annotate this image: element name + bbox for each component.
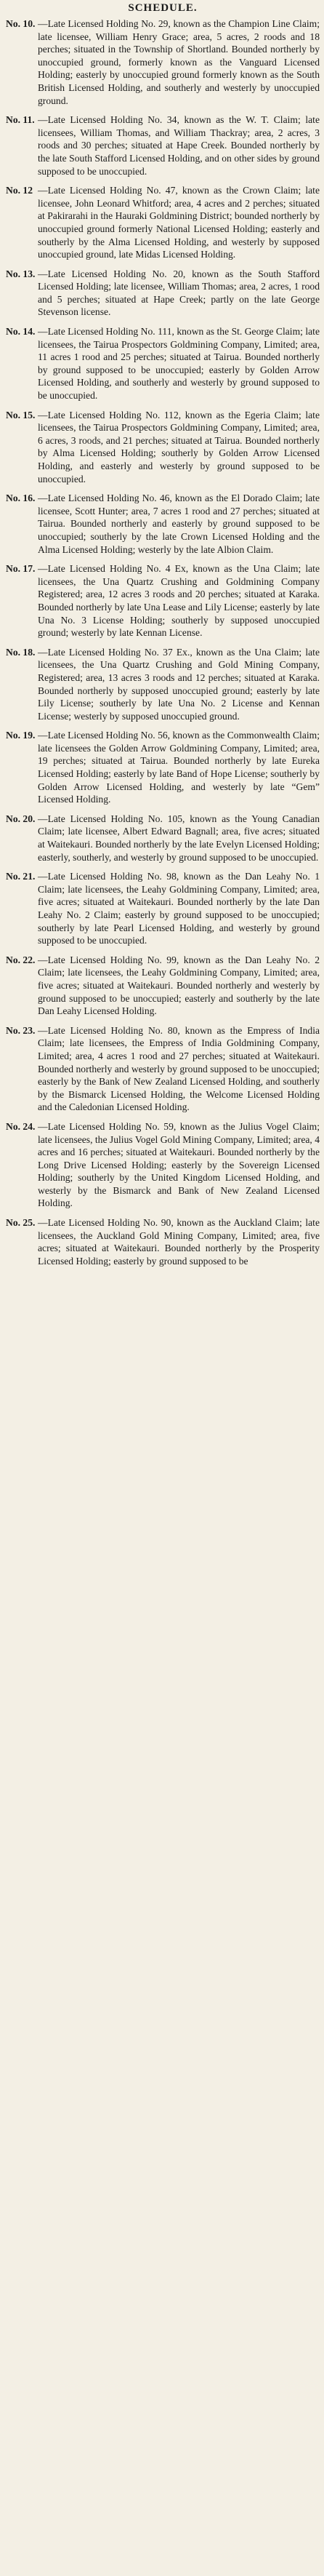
schedule-entry xyxy=(6,1216,320,1267)
entry-text: —Late Licensed Holding No. 90, known as the Auckland Claim; late licensees, the Auckland Gold Mining Company, Limited; area, five acres; situated at Waitekauri. Bounded northerly by the Prosperity Licensed Holding; easterly by ground supposed to be xyxy=(38,1217,320,1267)
entry-text: —Late Licensed Holding No. 105, known as the Young Canadian Claim; late licensee, Albert Edward Bagnall; area, five acres; situated at Waitekauri. Bounded northerly by the late Evelyn Licensed Holding; easterly, southerly, and westerly by ground supposed to be unoccupied. xyxy=(38,813,320,863)
entry-text: —Late Licensed Holding No. 20, known as the South Stafford Licensed Holding; late licensee, William Thomas; area, 2 acres, 1 rood and 5 perches; situated at Hape Creek; partly on the late George Stevenson license. xyxy=(38,268,320,318)
entry-text: —Late Licensed Holding No. 56, known as the Commonwealth Claim; late licensees the Golden Arrow Goldmining Company, Limited; area, 19 perches; situated at Tairua. Bounded northerly by late Eureka Licensed Holding; easterly by late Band of Hope License; southerly by Golden Arrow Licensed Holding, and westerly by late “Gem” Licensed Holding. xyxy=(38,730,320,805)
entry-number: No. 22. xyxy=(6,954,36,965)
entry-text: —Late Licensed Holding No. 112, known as the Egeria Claim; late licensees, the Tairua Prospectors Goldmining Company, Limited; area, 6 acres, 3 roods, and 21 perches; situated at Tairua. Bounded northerly by Alma Licensed Holding; southerly by Golden Arrow Licensed Holding, and easterly and westerly by ground supposed to be unoccupied. xyxy=(38,409,320,485)
entry-number: No. 16. xyxy=(6,493,36,504)
entry-text: —Late Licensed Holding No. 111, known as the St. George Claim; late licensees, the Tairua Prospectors Goldmining Company, Limited; area, 11 acres 1 rood and 25 perches; situated at Tairua. Bounded northerly by ground supposed to be unoccupied; easterly by Golden Arrow Licensed Holding, and southerly and westerly by ground supposed to be unoccupied. xyxy=(38,326,320,402)
entry-number: No. 14. xyxy=(6,326,36,338)
entry-text: —Late Licensed Holding No. 34, known as the W. T. Claim; late licensees, William Thomas, and William Thackray; area, 2 acres, 3 roods and 30 perches; situated at Hape Creek. Bounded northerly by the late South Stafford Licensed Holding, and on other sides by ground supposed to be unoccupied. xyxy=(38,114,320,177)
schedule-entry xyxy=(6,954,320,1018)
schedule-entry xyxy=(6,409,320,486)
entry-text: —Late Licensed Holding No. 99, known as the Dan Leahy No. 2 Claim; late licensees, the Leahy Goldmining Company, Limited; area, five acres; situated at Waitekauri. Bounded northerly and westerly by ground supposed to be unoccupied; easterly and southerly by the late Dan Leahy Licensed Holding. xyxy=(38,954,320,1017)
entry-text: —Late Licensed Holding No. 47, known as the Crown Claim; late licensee, John Leonard Whitford; area, 4 acres and 2 perches; situated at Pakirarahi in the Hauraki Goldmining District; bounded northerly by unoccupied ground formerly National Licensed Holding; easterly and southerly by the Alma Licensed Holding, and westerly by supposed unoccupied ground, late Midas Licensed Holding. xyxy=(38,185,320,260)
entry-number: No. 18. xyxy=(6,646,36,658)
schedule-entry xyxy=(6,1120,320,1210)
schedule-entry xyxy=(6,113,320,178)
schedule-entry xyxy=(6,325,320,402)
schedule-entry xyxy=(6,646,320,723)
entry-number: No. 10. xyxy=(6,18,36,29)
entry-number: No. 15. xyxy=(6,409,36,420)
entry-text: —Late Licensed Holding No. 4 Ex, known as the Una Claim; late licensees, the Una Quartz Crushing and Goldmining Company Registered; area, 12 acres 3 roods and 20 perches; situated at Karaka. Bounded northerly by late Una Lease and Lily License; easterly by late Una No. 3 License Holding; southerly by supposed unoccupied ground; westerly by late Kennan License. xyxy=(38,563,320,639)
schedule-entry xyxy=(6,813,320,864)
schedule-entry xyxy=(6,268,320,319)
entry-text: —Late Licensed Holding No. 29, known as the Champion Line Claim; late licensee, William Henry Grace; area, 5 acres, 2 roods and 18 perches; situated in the Township of Shortland. Bounded northerly by unoccupied ground, formerly known as the Vanguard Licensed Holding; easterly by unoccupied ground formerly known as the South British Licensed Holding, and southerly and westerly by unoccupied ground. xyxy=(38,18,320,106)
entry-number: No. 12 xyxy=(6,185,33,196)
schedule-entry xyxy=(6,184,320,261)
entry-number: No. 21. xyxy=(6,871,36,882)
schedule-entry xyxy=(6,17,320,107)
entry-text: —Late Licensed Holding No. 80, known as the Empress of India Claim; late licensees, the Empress of India Goldmining Company, Limited; area, 4 acres 1 rood and 27 perches; situated at Waitekauri. Bounded northerly and westerly by ground supposed to be unoccupied; easterly by the Bank of New Zealand Licensed Holding, and southerly by the Bismarck Licensed Holding, the Welcome Licensed Holding and the Caledonian Licensed Holding. xyxy=(38,1024,320,1113)
entry-number: No. 24. xyxy=(6,1120,36,1132)
entry-number: No. 20. xyxy=(6,813,36,824)
entry-number: No. 13. xyxy=(6,268,36,279)
schedule-entry xyxy=(6,870,320,947)
entry-number: No. 17. xyxy=(6,563,36,575)
entry-text: —Late Licensed Holding No. 37 Ex., known as the Una Claim; late licensees, the Una Quartz Crushing and Gold Mining Company, Registered; area, 13 acres 3 roods and 12 perches; situated at Karaka. Bounded northerly by supposed unoccupied ground; easterly by late Lily License; southerly by late Una No. 2 License and Kennan License; westerly by supposed unoccupied ground. xyxy=(38,646,320,722)
entry-number: No. 23. xyxy=(6,1024,36,1036)
schedule-list xyxy=(6,17,320,1267)
entry-text: —Late Licensed Holding No. 46, known as the El Dorado Claim; late licensee, Scott Hunter; area, 7 acres 1 rood and 27 perches; situated at Tairua. Bounded northerly and easterly by ground supposed to be unoccupied; southerly by the late Crown Licensed Holding and the Alma Licensed Holding; westerly by the late Albion Claim. xyxy=(38,493,320,555)
entry-number: No. 11. xyxy=(6,114,35,126)
entry-text: —Late Licensed Holding No. 98, known as the Dan Leahy No. 1 Claim; late licensees, the Leahy Goldmining Company, Limited; area, five acres; situated at Waitekauri. Bounded northerly by the late Dan Leahy No. 2 Claim; easterly by ground supposed to be unoccupied; southerly by late Pearl Licensed Holding, and westerly by ground supposed to be unoccupied. xyxy=(38,871,320,946)
schedule-entry xyxy=(6,729,320,806)
schedule-entry xyxy=(6,1024,320,1114)
entry-number: No. 19. xyxy=(6,730,36,741)
entry-number: No. 25. xyxy=(6,1217,36,1229)
schedule-heading: SCHEDULE. xyxy=(128,2,198,14)
schedule-entry xyxy=(6,562,320,639)
schedule-entry xyxy=(6,492,320,556)
entry-text: —Late Licensed Holding No. 59, known as the Julius Vogel Claim; late licensees, the Julius Vogel Gold Mining Company, Limited; area, 4 acres and 16 perches; situated at Waitekauri. Bounded northerly by the Long Drive Licensed Holding; easterly by the Sovereign Licensed Holding; southerly by the United Kingdom Licensed Holding, and westerly by the Bismarck and Bank of New Zealand Licensed Holding. xyxy=(38,1120,320,1209)
